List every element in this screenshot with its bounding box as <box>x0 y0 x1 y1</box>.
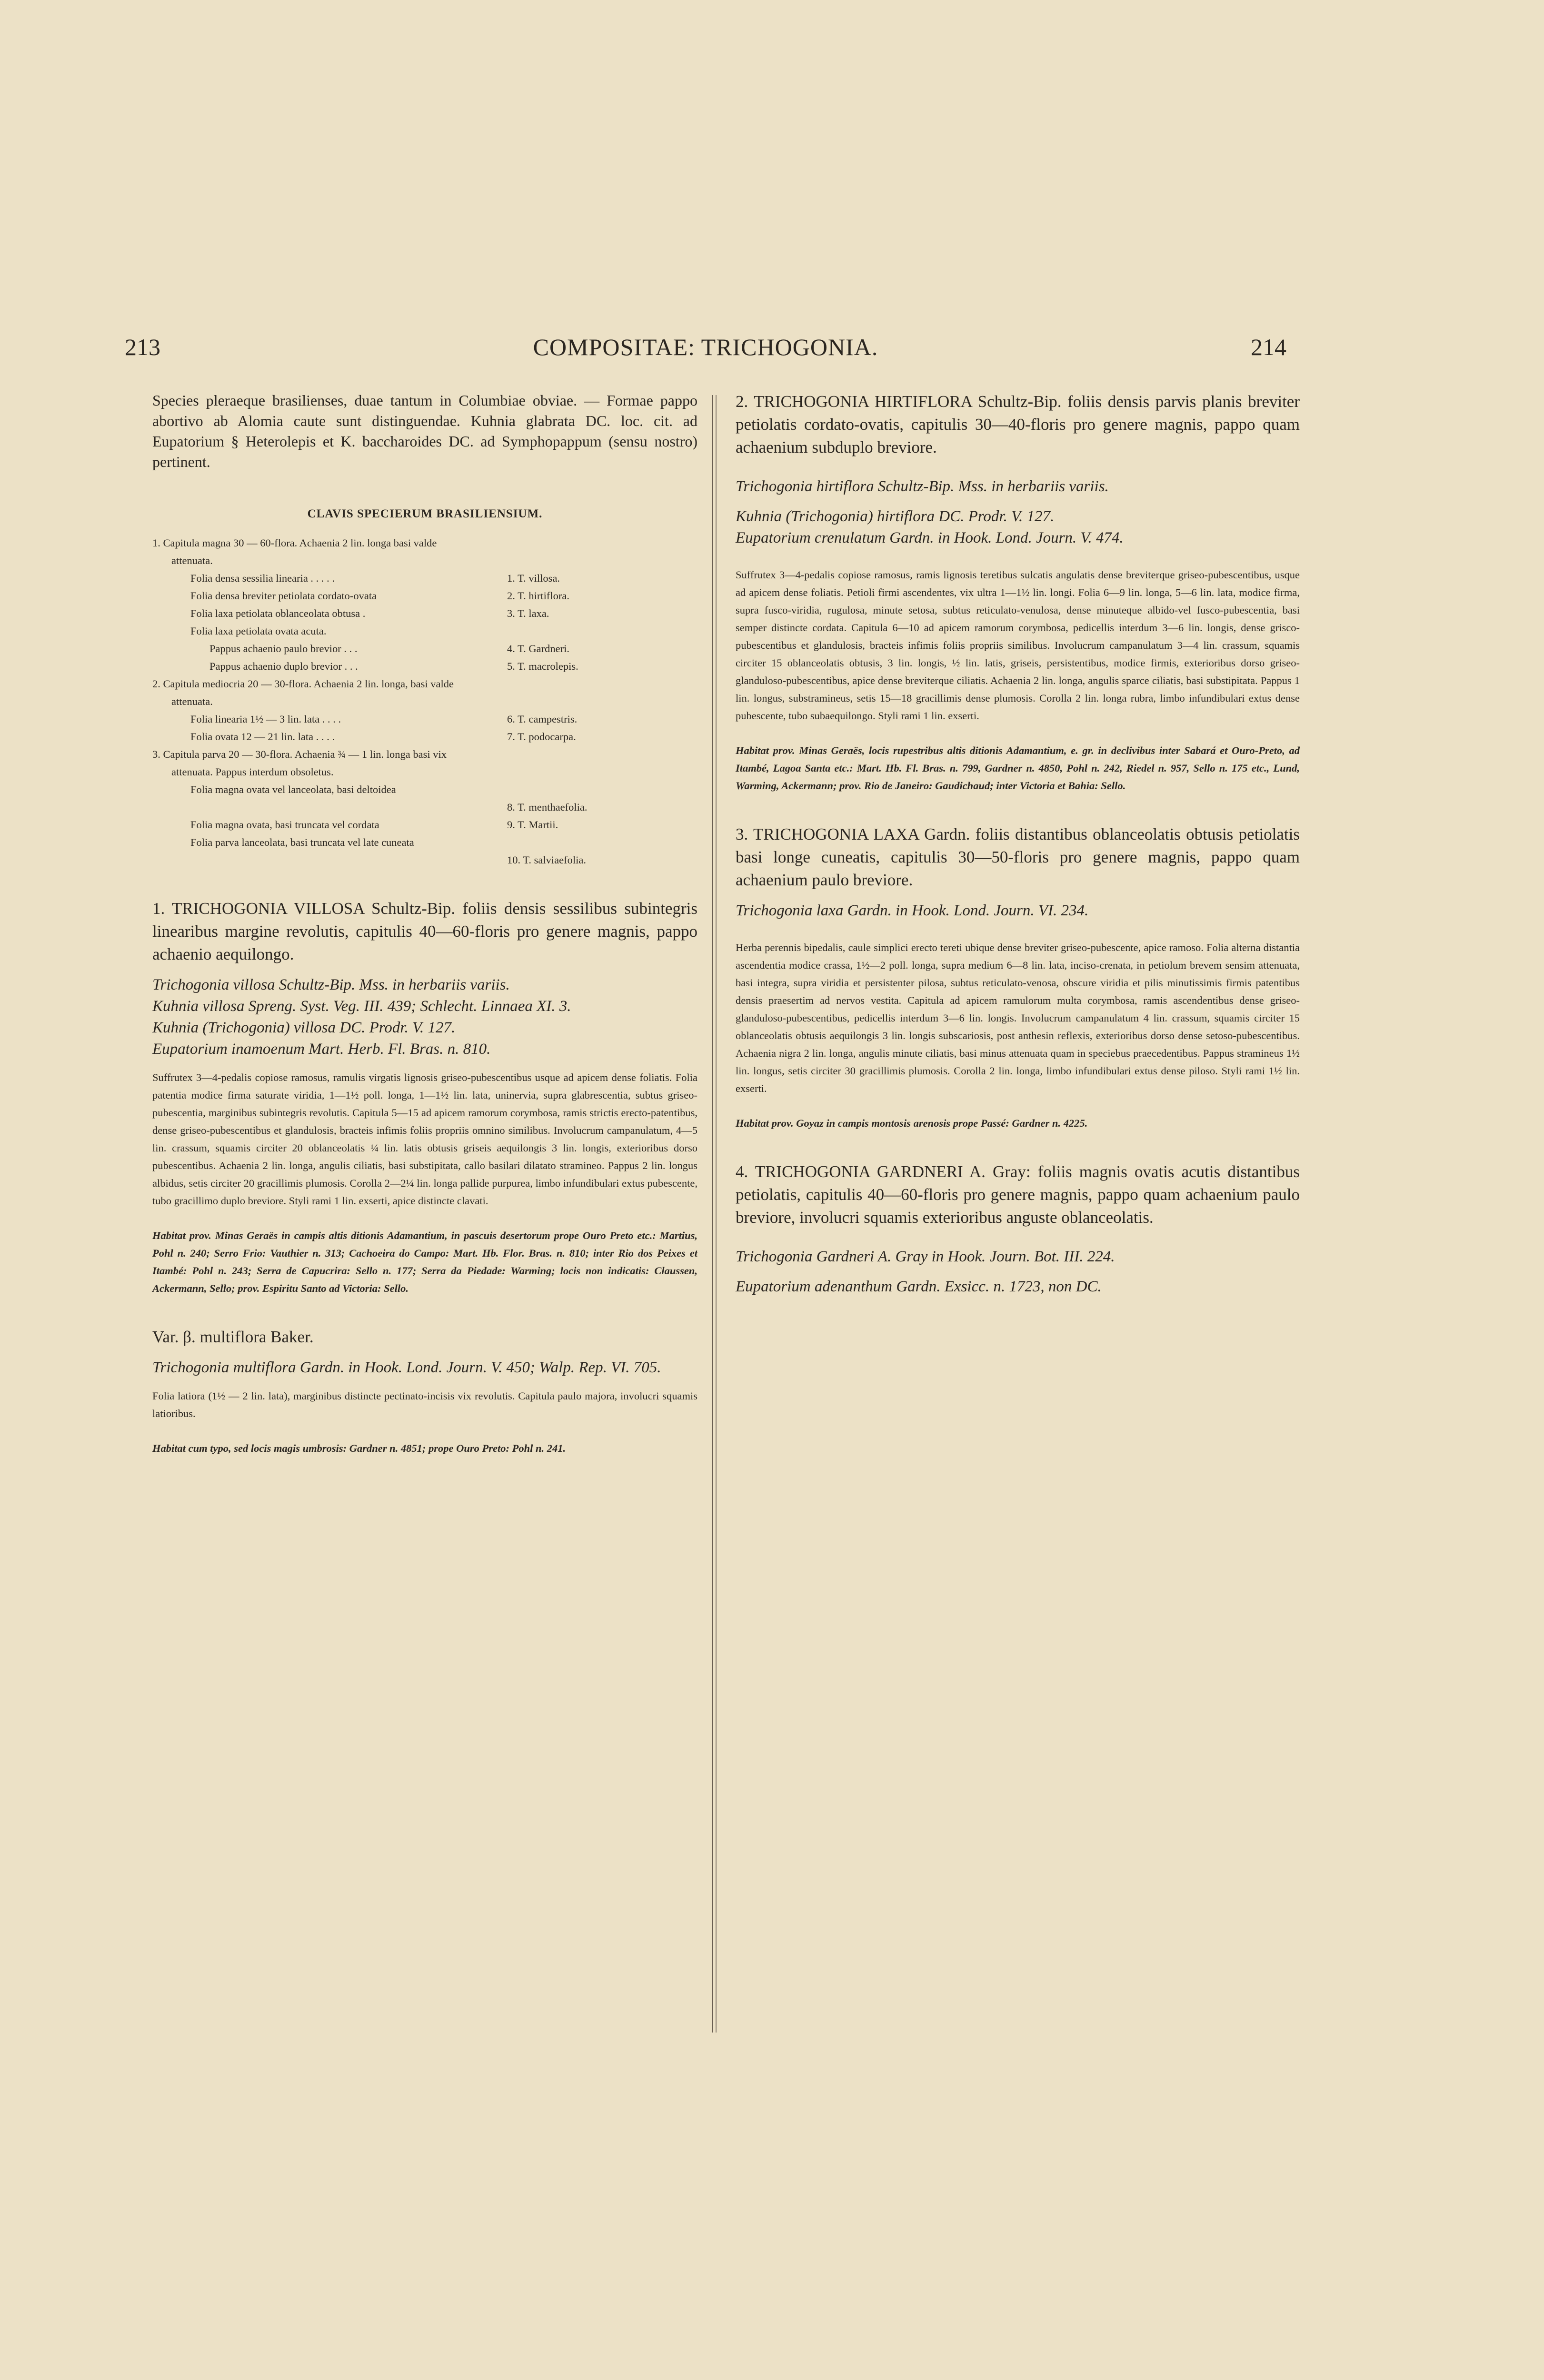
key-line-species: 3. T. laxa. <box>507 607 549 619</box>
species-1-synonym: Kuhnia (Trichogonia) villosa DC. Prodr. V. 127. <box>152 1019 456 1036</box>
key-line <box>152 693 697 710</box>
key-line-species: 7. T. podocarpa. <box>507 731 576 743</box>
running-title: COMPOSITAE: TRICHOGONIA. <box>533 334 878 360</box>
key-line-text: Folia densa breviter petiolata cordato-ovata <box>190 590 377 602</box>
key-line-text: Folia linearia 1½ — 3 lin. lata . . . . <box>190 713 341 725</box>
key-line-text: Folia densa sessilia linearia . . . . . <box>190 572 335 584</box>
species-2-habitat: Habitat prov. Minas Geraës, locis rupestribus altis ditionis Adamantium, e. gr. in declivibus inter Sabará et Ouro-Preto, ad Itambé, Lagoa Santa etc.: Mart. Hb. Fl. Bras. n. 799, Gardner n. 4850, Pohl n. 242, Riedel n. 957, Sello n. 175 etc., Lund, Warming, Ackermann; prov. Rio de Janeiro: Gaudichaud; inter Victoria et Bahia: Sello. <box>736 744 1300 792</box>
key-line-text: Folia ovata 12 — 21 lin. lata . . . . <box>190 731 335 743</box>
key-line <box>152 569 697 587</box>
species-1-description: Suffrutex 3—4-pedalis copiose ramosus, ramulis virgatis lignosis griseo-pubescentibus usque ad apicem dense foliatis. Folia patentia modice firma saturate viridia, 1—1½ poll. longa, 1—1½ lin. lata, uninervia, supra glabrescentia, subtus griseo-pubescentia, marginibus subintegris revolutis. Capitula 5—15 ad apicem ramorum corymbosa, ramis strictis erecto-patentibus, dense griseo-pubescentibus et glandulosis, bracteis infimis foliis propriis omnino similibus. Involucrum campanulatum, 4—5 lin. crassum, squamis circiter 20 oblanceolatis ¼ lin. latis obtusis griseis aequilongis 3 lin. longis, exterioribus dorso pubescentibus. Achaenia 2 lin. longa, angulis ciliatis, basi substipitata, callo basilari dilatato stramineo. Pappus 2 lin. longus albidus, setis circiter 20 gracillimis plumosis. Corolla 2—2¼ lin. longa pallide purpurea, limbo infundibulari extus pubescente, tubo gracillimo duplo breviore. Styli rami 1 lin. exserti, apice distincte clavati. <box>152 1071 697 1207</box>
species-2-synonym: Eupatorium crenulatum Gardn. in Hook. Lond. Journ. V. 474. <box>736 529 1124 546</box>
variety-heading: Var. β. multiflora Baker. <box>152 1328 314 1346</box>
key-line-species: 9. T. Martii. <box>507 819 558 831</box>
key-line <box>152 833 697 851</box>
key-line-text: Folia laxa petiolata ovata acuta. <box>190 625 327 637</box>
key-line <box>152 781 697 798</box>
key-line-species: 8. T. menthaefolia. <box>507 801 588 813</box>
left-column <box>152 390 697 1457</box>
key-line-text: attenuata. <box>171 555 213 566</box>
species-4-heading: 4. TRICHOGONIA GARDNERI A. Gray: foliis magnis ovatis acutis distantibus petiolatis, capitulis 40—60-floris pro genere magnis, pappo quam achaenium paulo breviore, involucri squamis exterioribus anguste oblanceolatis. <box>736 1162 1300 1227</box>
key-line <box>152 534 697 552</box>
species-1-heading: 1. TRICHOGONIA VILLOSA Schultz-Bip. foliis densis sessilibus subintegris linearibus margine revolutis, capitulis 40—60-floris pro genere magnis, pappo achaenio aequilongo. <box>152 899 697 963</box>
variety-description: Folia latiora (1½ — 2 lin. lata), marginibus distincte pectinato-incisis vix revolutis. Capitula paulo majora, involucri squamis latioribus. <box>152 1390 697 1419</box>
species-1-habitat: Habitat prov. Minas Geraës in campis altis ditionis Adamantium, in pascuis desertorum prope Ouro Preto etc.: Martius, Pohl n. 240; Serro Frio: Vauthier n. 313; Cachoeira do Campo: Mart. Hb. Flor. Bras. n. 810; inter Rio dos Peixes et Itambé: Pohl n. 243; Serra de Capucrira: Sello n. 177; Serra da Piedade: Warming; locis non indicatis: Claussen, Ackermann, Sello; prov. Espiritu Santo ad Victoria: Sello. <box>152 1230 697 1294</box>
species-2-description: Suffrutex 3—4-pedalis copiose ramosus, ramis lignosis teretibus sulcatis angulatis dense breviterque griseo-pubescentibus, usque ad apicem dense foliatis. Petioli firmi ascendentes, vix ultra 1—1½ lin. longi. Folia 6—9 lin. longa, 5—6 lin. lata, modice firma, supra fusco-viridia, rugulosa, minute setosa, subtus reticulato-venulosa, dense minuteque albido-vel fusco-pubescentia, basi semper distincte cordata. Capitula 6—10 ad apicem ramorum corymbosa, pedicellis interdum 3—6 lin. longis, dense grisco-pubescentibus et glandulosis, bracteis infimis foliis propriis similibus. Involucrum campanulatum 3—4 lin. crassum, squamis circiter 15 oblanceolatis obtusis, 3 lin. longis, ½ lin. latis, griseis, persistentibus, modice firmis, exterioribus dorso griseo-glanduloso-pubescentibus, apice dense breviterque ciliatis. Achaenia 2 lin. longa, angulis sparce ciliatis, basi substipitata. Pappus 1 lin. longus, substramineus, setis 15—18 gracillimis dense plumosis. Corolla 2 lin. longa rubra, limbo infundibulari extus dense pubescente, tubo subaequilongo. Styli rami 1 lin. exserti. <box>736 569 1300 722</box>
species-2-heading: 2. TRICHOGONIA HIRTIFLORA Schultz-Bip. foliis densis parvis planis breviter petiolatis cordato-ovatis, capitulis 30—40-floris pro genere magnis, pappo quam achaenium subduplo breviore. <box>736 392 1300 456</box>
key-line-species: 2. T. hirtiflora. <box>507 590 570 602</box>
variety-habitat: Habitat cum typo, sed locis magis umbrosis: Gardner n. 4851; prope Ouro Preto: Pohl n. 241. <box>152 1442 566 1454</box>
key-line <box>152 552 697 569</box>
species-4-synonym: Trichogonia Gardneri A. Gray in Hook. Journ. Bot. III. 224. <box>736 1248 1115 1265</box>
page-number-left: 213 <box>125 334 160 360</box>
key-line-species: 1. T. villosa. <box>507 572 560 584</box>
key-line-text: 3. Capitula parva 20 — 30-flora. Achaenia ¾ — 1 lin. longa basi vix <box>152 748 447 760</box>
key-line-text: Folia parva lanceolata, basi truncata vel late cuneata <box>190 836 414 848</box>
key-line <box>152 816 697 833</box>
key-line <box>152 605 697 622</box>
column-divider-inner <box>716 395 717 2033</box>
key-line <box>152 587 697 605</box>
species-4-synonym: Eupatorium adenanthum Gardn. Exsicc. n. 1723, non DC. <box>736 1278 1102 1295</box>
key-line <box>152 745 697 763</box>
species-1-synonym: Kuhnia villosa Spreng. Syst. Veg. III. 439; Schlecht. Linnaea XI. 3. <box>152 998 571 1015</box>
key-line-text: Folia magna ovata, basi truncata vel cordata <box>190 819 379 831</box>
key-line <box>152 763 697 781</box>
key-line <box>152 675 697 693</box>
column-divider <box>712 395 713 2033</box>
species-3-description: Herba perennis bipedalis, caule simplici erecto tereti ubique dense breviter griseo-pubescente, apice ramoso. Folia alterna distantia ascendentia modice crassa, 1½—2 poll. longa, supra medium 6—8 lin. lata, inciso-crenata, in petiolum brevem sensim attenuata, basi integra, supra viridia et persistenter pilosa, subtus reticulato-venosa, obscure viridia et pilis minutissimis firmis patentibus densis praesertim ad nervos vestita. Capitula ad apicem ramulorum multa corymbosa, ramis ascendentibus dense griseo-glanduloso-pubescentibus, pedicellis interdum 3—6 lin. longis. Involucrum campanulatum 4 lin. crassum, squamis circiter 15 oblanceolatis obtusis aequilongis 3 lin. longis subscariosis, post anthesin reflexis, exterioribus dorso dense setoso-pubescentibus. Achaenia nigra 2 lin. longa, angulis minute ciliatis, basi minus attenuata quam in speciebus praecedentibus. Pappus stramineus 1½ lin. longus, setis circiter 30 gracillimis plumosis. Corolla 2 lin. longa, limbo infundibulari extus dense piloso. Styli rami 1½ lin. exserti. <box>736 942 1300 1094</box>
right-column <box>736 390 1300 1298</box>
species-2-synonym: Trichogonia hirtiflora Schultz-Bip. Mss. in herbariis variis. <box>736 478 1109 495</box>
species-3-heading: 3. TRICHOGONIA LAXA Gardn. foliis distantibus oblanceolatis obtusis petiolatis basi longe cuneatis, capitulis 30—50-floris pro genere magnis, pappo quam achaenium paulo breviore. <box>736 825 1300 889</box>
key-title: CLAVIS SPECIERUM BRASILIENSIUM. <box>307 507 543 520</box>
key-line <box>152 710 697 728</box>
key-line-text: 1. Capitula magna 30 — 60-flora. Achaenia 2 lin. longa basi valde <box>152 537 437 549</box>
key-line-text: Pappus achaenio paulo brevior . . . <box>209 643 358 654</box>
key-line-species: 5. T. macrolepis. <box>507 660 578 672</box>
key-line-text: 2. Capitula mediocria 20 — 30-flora. Achaenia 2 lin. longa, basi valde <box>152 678 454 690</box>
key-line-species: 6. T. campestris. <box>507 713 578 725</box>
key-line <box>152 798 697 816</box>
key-line-text: attenuata. <box>171 695 213 707</box>
key-line-text: attenuata. Pappus interdum obsoletus. <box>171 766 334 778</box>
species-1-synonym: Trichogonia villosa Schultz-Bip. Mss. in herbariis variis. <box>152 976 510 993</box>
key-line <box>152 851 697 869</box>
key-line-text: Pappus achaenio duplo brevior . . . <box>209 660 358 672</box>
key-line-species: 4. T. Gardneri. <box>507 643 570 654</box>
species-3-habitat: Habitat prov. Goyaz in campis montosis arenosis prope Passé: Gardner n. 4225. <box>736 1117 1088 1129</box>
variety-synonym: Trichogonia multiflora Gardn. in Hook. Lond. Journ. V. 450; Walp. Rep. VI. 705. <box>152 1359 661 1376</box>
key-line <box>152 640 697 657</box>
key-line <box>152 622 697 640</box>
species-1-synonym: Eupatorium inamoenum Mart. Herb. Fl. Bras. n. 810. <box>152 1041 491 1058</box>
key-line <box>152 657 697 675</box>
key-line-text: Folia magna ovata vel lanceolata, basi deltoidea <box>190 783 396 795</box>
page-number-right: 214 <box>1251 334 1286 360</box>
key-line-species: 10. T. salviaefolia. <box>507 854 586 866</box>
key-line-text: Folia laxa petiolata oblanceolata obtusa . <box>190 607 366 619</box>
species-3-synonym: Trichogonia laxa Gardn. in Hook. Lond. Journ. VI. 234. <box>736 902 1089 919</box>
species-key <box>152 534 697 869</box>
species-2-synonym: Kuhnia (Trichogonia) hirtiflora DC. Prodr. V. 127. <box>736 508 1055 525</box>
running-header <box>125 333 1286 371</box>
genus-intro: Species pleraeque brasilienses, duae tantum in Columbiae obviae. — Formae pappo abortivo ab Alomia caute sunt distinguendae. Kuhnia glabrata DC. loc. cit. ad Eupatorium § Heterolepis et K. baccharoides DC. ad Symphopappum (sensu nostro) pertinent. <box>152 392 697 470</box>
key-line <box>152 728 697 745</box>
